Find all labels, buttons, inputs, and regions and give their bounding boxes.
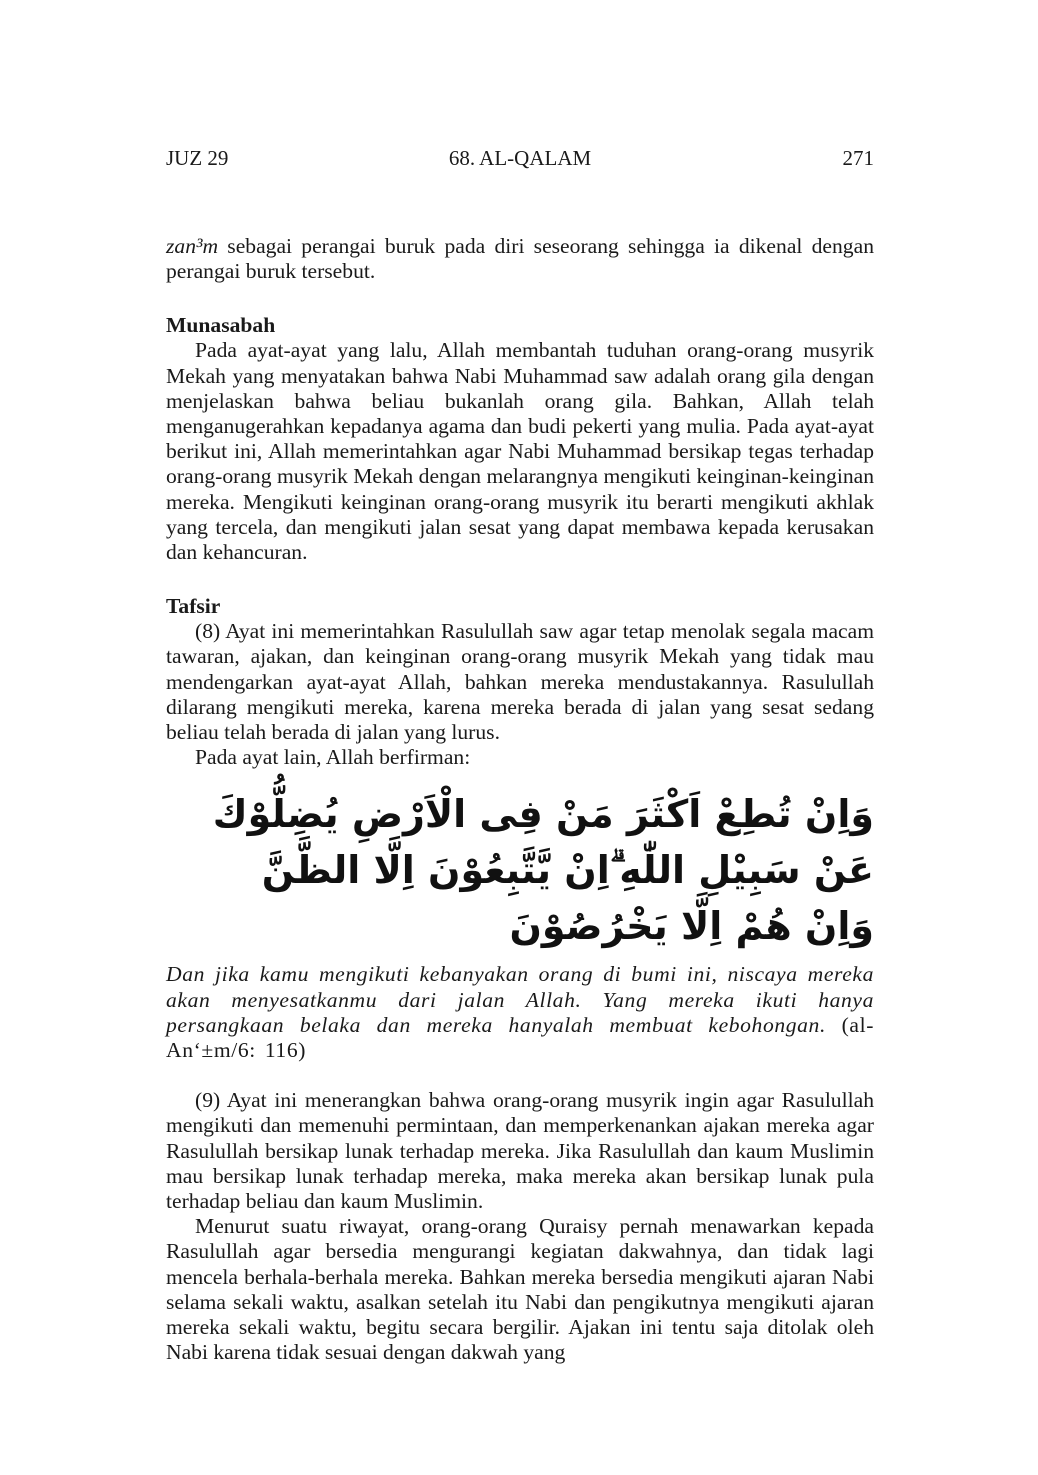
tafsir-paragraph-9: (9) Ayat ini menerangkan bahwa orang-orang musyrik ingin agar Rasulullah mengikuti dan memenuhi permintaan, dan memperkenankan ajakan mereka agar Rasulullah bersikap lunak terhadap mereka. Jika Rasulullah dan kaum Muslimin mau bersikap lunak terhadap mereka, maka mereka akan bersikap lunak pula terhadap beliau dan kaum Muslimin.: [166, 1088, 874, 1214]
page-number: 271: [842, 146, 874, 170]
intro-text: sebagai perangai buruk pada diri seseorang sehingga ia dikenal dengan perangai buruk tersebut.: [166, 234, 874, 284]
page-header: [166, 146, 874, 174]
tafsir-paragraph-8: (8) Ayat ini memerintahkan Rasulullah saw agar tetap menolak segala macam tawaran, ajakan, dan keinginan orang-orang musyrik Mekah yang tidak mau mendengarkan ayat-ayat Allah, bahkan mereka mendustakannya. Rasulullah dilarang mengikuti mereka, karena mereka berada di jalan yang sesat sedang beliau telah berada di jalan yang lurus.: [166, 619, 874, 745]
page-body: [166, 234, 874, 1366]
arabic-line-1: وَاِنْ تُطِعْ اَكْثَرَ مَنْ فِى الْاَرْضِ يُضِلُّوْكَ عَنْ سَبِيْلِ اللّٰهِ ۗاِنْ يَّتَّبِعُوْنَ اِلَّا الظَّنَّ: [212, 792, 874, 893]
tafsir-heading: Tafsir: [166, 594, 221, 619]
munasabah-heading: Munasabah: [166, 313, 276, 338]
juz-label: JUZ 29: [166, 146, 229, 170]
quran-verse-arabic: [166, 786, 874, 954]
arabic-line-2: وَاِنْ هُمْ اِلَّا يَخْرُصُوْنَ: [509, 904, 874, 949]
intro-italic-word: zan³m: [166, 234, 219, 258]
munasabah-paragraph: Pada ayat-ayat yang lalu, Allah membantah tuduhan orang-orang musyrik Mekah yang menyatakan bahwa Nabi Muhammad saw adalah orang gila dengan menjelaskan bahwa beliau bukanlah orang gila. Bahkan, Allah telah menganugerahkan kepadanya agama dan budi pekerti yang mulia. Pada ayat-ayat berikut ini, Allah memerintahkan agar Nabi Muhammad bersikap tegas terhadap orang-orang musyrik Mekah dengan melarangnya mengikuti keinginan-keinginan mereka. Mengikuti keinginan orang-orang musyrik itu berarti mengikuti akhlak yang tercela, dan mengikuti jalan sesat yang dapat membawa kepada kerusakan dan kehancuran.: [166, 338, 874, 565]
surah-title: 68. AL-QALAM: [448, 146, 592, 170]
tafsir-intro-verse: Pada ayat lain, Allah berfirman:: [195, 745, 471, 770]
intro-paragraph: [166, 234, 874, 284]
verse-reference: (al-An‘±m/6: 116): [166, 1012, 874, 1063]
tafsir-paragraph-riwayat: Menurut suatu riwayat, orang-orang Quraisy pernah menawarkan kepada Rasulullah agar bersedia mengurangi kegiatan dakwahnya, dan tidak lagi mencela berhala-berhala mereka. Bahkan mereka bersedia mengikuti ajaran Nabi selama sekali waktu, asalkan setelah itu Nabi dan pengikutnya mengikuti ajaran mereka sekali waktu, begitu secara bergilir. Ajakan ini tentu saja ditolak oleh Nabi karena tidak sesuai dengan dakwah yang: [166, 1214, 874, 1365]
translation-text: Dan jika kamu mengikuti kebanyakan orang di bumi ini, niscaya mereka akan menyesatkanmu dari jalan Allah. Yang mereka ikuti hanya persangkaan belaka dan mereka hanyalah membuat kebohongan.: [166, 962, 874, 1037]
verse-translation: [166, 962, 874, 1063]
